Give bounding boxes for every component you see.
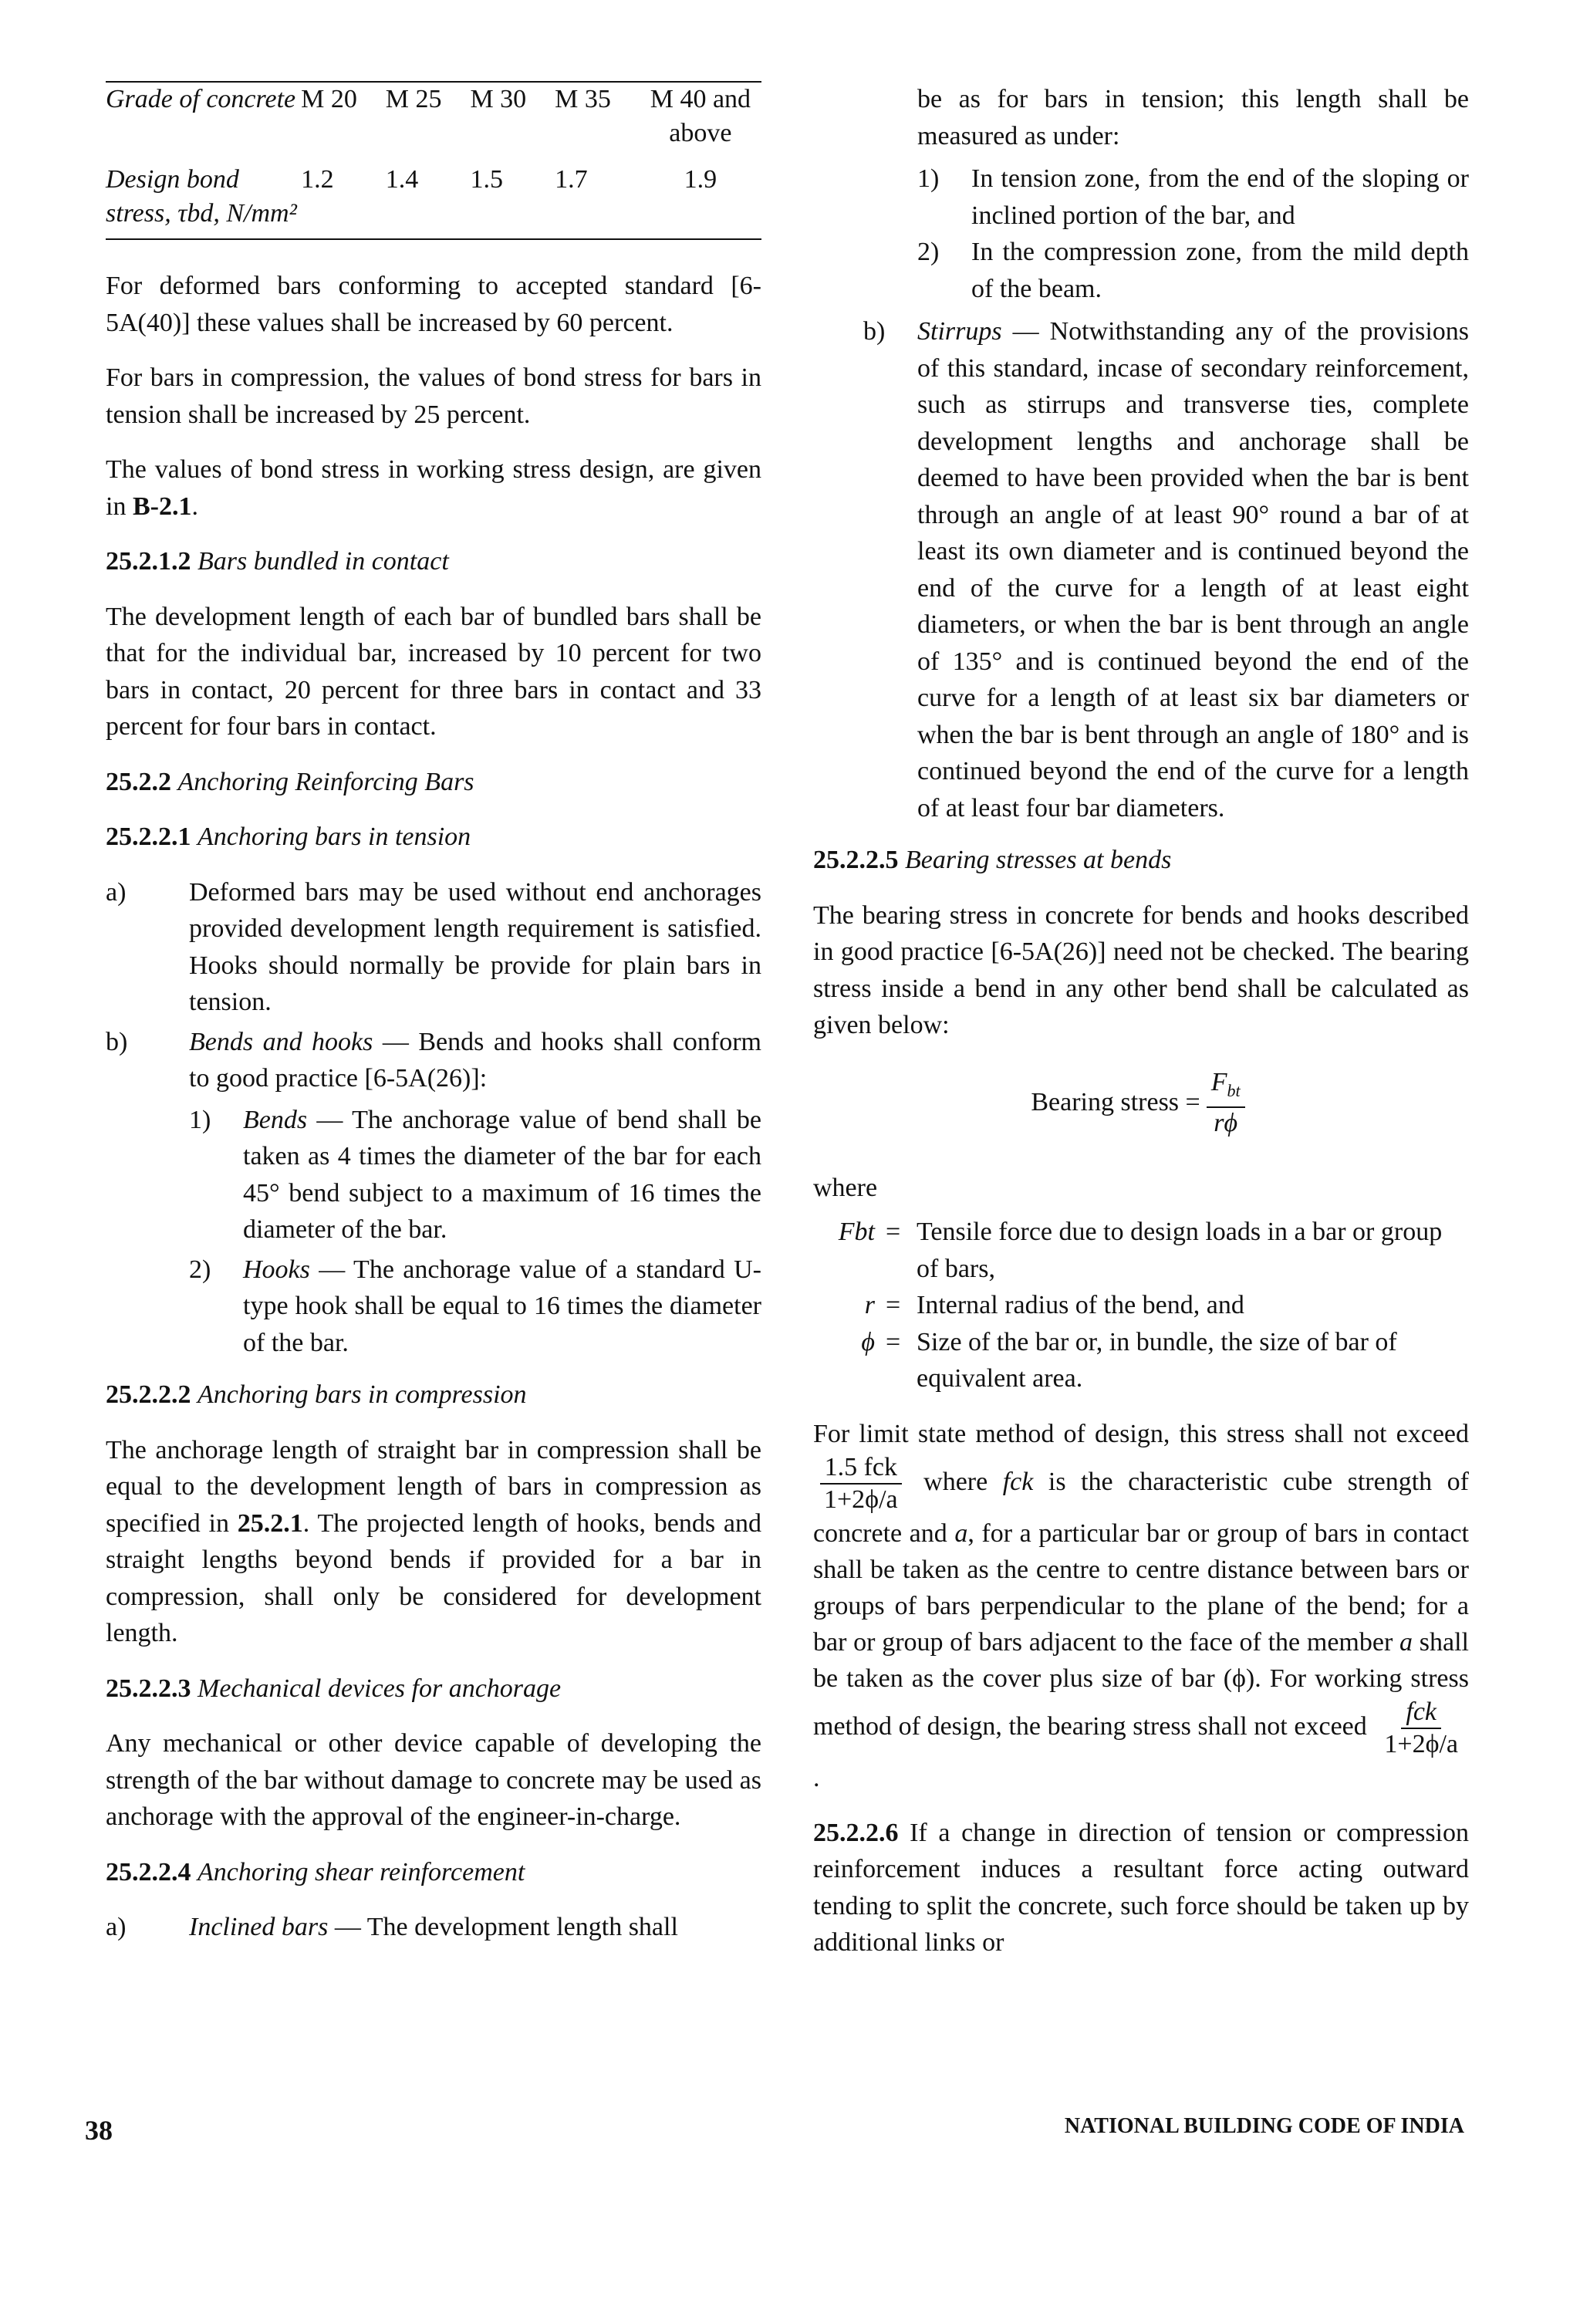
table-cell: 1.9: [684, 165, 717, 194]
section-title: Mechanical devices for anchorage: [198, 1674, 562, 1703]
section-heading-25-2-2-4: [106, 1854, 761, 1891]
definition-equals: =: [886, 1291, 901, 1319]
list-label: 1): [917, 164, 940, 193]
section-title: Anchoring bars in tension: [198, 823, 471, 851]
paragraph-text: For limit state method of design, this stress shall not exceed: [813, 1419, 1469, 1448]
section-number: 25.2.2: [106, 767, 171, 796]
paragraph-text: is the characteristic cube strength of concrete and: [813, 1467, 1470, 1548]
list-label: 2): [917, 238, 940, 266]
numerator-text: F: [1210, 1067, 1227, 1096]
stirrups-list: [863, 313, 1469, 826]
working-stress-fraction: [1379, 1697, 1463, 1760]
section-title: Anchoring bars in compression: [198, 1380, 527, 1409]
table-row-label: Design bond stress, τbd, N/mm²: [106, 165, 297, 228]
table-cell: M 35: [555, 85, 611, 113]
variable-definitions: [813, 1214, 1469, 1397]
list-text: — The development length shall: [328, 1913, 678, 1941]
list-text: In the compression zone, from the mild depth of the beam.: [971, 238, 1469, 303]
table-cell: 1.2: [301, 165, 334, 194]
section-number: 25.2.2.6: [813, 1818, 899, 1847]
list-label: 2): [189, 1255, 211, 1284]
list-item: [189, 1252, 761, 1362]
list-item: [189, 1102, 761, 1248]
section-heading-25-2-2: [106, 764, 761, 801]
section-heading-25-2-2-1: [106, 819, 761, 856]
paragraph-text: The anchorage length of straight bar in compression shall be equal to the development length of bars in compression as specified in: [106, 1435, 761, 1538]
anchoring-tension-list: [81, 874, 761, 1362]
definition-symbol: r: [864, 1291, 875, 1319]
section-heading-25-2-2-3: [106, 1670, 761, 1708]
definition-equals: =: [886, 1218, 901, 1246]
list-label: a): [106, 877, 127, 907]
definition-text: Tensile force due to design loads in a bar or group of bars,: [917, 1218, 1443, 1283]
paragraph: The development length of each bar of bundled bars shall be that for the individual bar, increased by 10 percent for two bars in contact, 20 percent for three bars in contact and 33 percent for four bars in contact.: [106, 602, 761, 741]
section-heading-25-2-2-2: [106, 1376, 761, 1414]
list-text: — Bends and hooks shall conform to good practice [6-5A(26)]:: [189, 1027, 762, 1093]
definition-text: Internal radius of the bend, and: [917, 1291, 1244, 1319]
list-item: [81, 1024, 761, 1362]
list-label: b): [863, 317, 886, 346]
page-number: 38: [85, 2115, 113, 2146]
fraction-numerator: [1207, 1067, 1245, 1108]
list-title: Bends and hooks: [189, 1027, 373, 1056]
section-number: 25.2.2.5: [813, 846, 899, 874]
list-label: b): [106, 1027, 128, 1056]
variable: a: [954, 1518, 968, 1548]
definition-row: [813, 1214, 1469, 1287]
paragraph-text: shall be taken as the cover plus size of bar (ϕ). For working stress method of design, the bearing stress shall not exceed: [813, 1627, 1469, 1741]
right-column: [813, 81, 1469, 1980]
formula-fraction: [1207, 1067, 1245, 1139]
section-title: Anchoring shear reinforcement: [198, 1857, 525, 1887]
list-item: [917, 160, 1469, 234]
table-cell: M 25: [385, 85, 442, 113]
section-title: Bars bundled in contact: [198, 547, 449, 576]
list-item: [81, 874, 761, 1021]
table-cell: M 30: [470, 85, 527, 113]
list-title: Bends: [243, 1105, 308, 1134]
where-label: where: [813, 1173, 878, 1202]
list-text: In tension zone, from the end of the sloping or inclined portion of the bar, and: [971, 164, 1469, 230]
list-item: [917, 234, 1469, 307]
paragraph: The bearing stress in concrete for bends and hooks described in good practice [6-5A(26)] need not be checked. The bearing stress inside a bend in any other bend shall be calculated as given below:: [813, 900, 1469, 1039]
paragraph: be as for bars in tension; this length shall be measured as under:: [917, 85, 1469, 150]
bearing-stress-formula: [813, 1067, 1469, 1139]
section-number: 25.2.2.3: [106, 1674, 191, 1703]
paragraph-text: where: [908, 1467, 1003, 1496]
paragraph: [106, 1432, 761, 1652]
list-item: [863, 313, 1469, 826]
paragraph: Any mechanical or other device capable of developing the strength of the bar without damage to concrete may be used as anchorage with the approval of the engineer-in-charge.: [106, 1729, 761, 1831]
section-number: 25.2.2.4: [106, 1857, 191, 1887]
fraction-numerator: 1.5 fck: [820, 1452, 902, 1485]
formula-lhs: Bearing stress =: [1031, 1088, 1200, 1117]
list-text: — The anchorage value of bend shall be taken as 4 times the diameter of the bar for each 45° bend subject to a maximum of 16 times the diameter of the bar.: [243, 1105, 761, 1244]
measurement-list: [917, 160, 1469, 307]
fraction-denominator: 1+2ϕ/a: [824, 1485, 898, 1514]
section-number: 25.2.1.2: [106, 547, 191, 576]
list-text: — Notwithstanding any of the provisions of this standard, incase of secondary reinforcement, such as stirrups and transverse ties, complete development lengths and anchorage shall be deemed to have been provided when the bar is bent through an angle of at least 90° round a bar of at least its own diameter and is continued beyond the end of the curve for a length of at least eight diameters, or when the bar is bent through an angle of 135° and is continued beyond the end of the curve for a length of at least six bar diameters or when the bar is bent through an angle of 180° and is continued beyond the end of the curve for a length of at least four bar diameters.: [917, 317, 1469, 823]
list-title: Hooks: [243, 1255, 310, 1284]
list-text: Deformed bars may be used without end anchorages provided development length requirement is satisfied. Hooks should normally be provide for plain bars in tension.: [189, 877, 761, 1016]
table-cell: 1.4: [385, 165, 419, 194]
table-cell: M 20: [301, 85, 357, 113]
section-title: Bearing stresses at bends: [905, 846, 1172, 874]
table-row-label: Grade of concrete: [106, 85, 296, 113]
list-label: a): [106, 1913, 127, 1941]
paragraph-text: The values of bond stress in working stress design, are given in: [106, 455, 761, 521]
fraction-denominator: 1+2ϕ/a: [1384, 1729, 1459, 1758]
paragraph: For deformed bars conforming to accepted standard [6-5A(40)] these values shall be increased by 60 percent.: [106, 272, 761, 337]
table-cell: 1.7: [555, 165, 588, 194]
section-number: 25.2.2.2: [106, 1380, 191, 1409]
section-title: Anchoring Reinforcing Bars: [177, 767, 474, 796]
fraction-numerator: fck: [1401, 1697, 1441, 1729]
variable: fck: [1002, 1467, 1034, 1496]
definition-row: [813, 1324, 1469, 1397]
paragraph-text: . The projected length of hooks, bends and straight lengths beyond bends if provided for a bar in compression, shall only be considered for development length.: [106, 1508, 762, 1647]
variable: a: [1399, 1627, 1413, 1657]
table-cell: M 40 and above: [650, 85, 751, 147]
fraction-denominator: rϕ: [1214, 1108, 1238, 1137]
paragraph: For bars in compression, the values of bond stress for bars in tension shall be increased by 25 percent.: [106, 363, 761, 429]
section-number: 25.2.2.1: [106, 823, 191, 851]
section-heading-25-2-1-2: [106, 543, 761, 580]
list-item: [81, 1909, 761, 1946]
section-heading-25-2-2-5: [813, 842, 1469, 879]
list-label: 1): [189, 1105, 211, 1134]
cross-reference: B-2.1: [132, 491, 192, 521]
paragraph: For limit state method of design, this stress shall not exceed $\frac{\text{1.5 fck}}{1+2\phi/a}$ where fck is the characteristic cube strength of concrete and a, for a particular bar or group of bars in contact shall be taken as the centre to centre distance between bars or groups of bars perpendicular to the plane of the bend; for a bar or group of bars adjacent to the face of the member a shall be taken as the cover plus size of bar (ϕ). For working stress method of design, the bearing stress shall not exceed $\frac{\text{fck}}{1+2\phi/a}$ .: [813, 1419, 1470, 1792]
paragraph-text: , for a particular bar or group of bars in contact shall be taken as the centre to centre distance between bars or groups of bars perpendicular to the plane of the bend; for a bar or group of bars adjacent to the face of the member: [813, 1518, 1469, 1657]
list-title: Inclined bars: [189, 1913, 329, 1941]
paragraph: [813, 1815, 1469, 1961]
limit-state-fraction: [819, 1452, 903, 1515]
cross-reference: 25.2.1: [237, 1508, 303, 1538]
table-cell: 1.5: [470, 165, 503, 194]
definition-equals: =: [886, 1327, 901, 1356]
definition-text: Size of the bar or, in bundle, the size of bar of equivalent area.: [917, 1327, 1397, 1393]
list-title: Stirrups: [917, 317, 1002, 346]
paragraph: [106, 451, 761, 525]
definition-symbol: Fbt: [838, 1218, 875, 1246]
document-title: NATIONAL BUILDING CODE OF INDIA: [1064, 2114, 1464, 2138]
definition-symbol: ϕ: [861, 1327, 875, 1356]
bond-stress-table: [106, 81, 761, 240]
paragraph-text: If a change in direction of tension or compression reinforcement induces a resultant force acting outward tending to split the concrete, such force should be taken up by additional links or: [813, 1818, 1469, 1957]
bends-hooks-sublist: [135, 1102, 761, 1362]
definition-row: [813, 1287, 1469, 1324]
shear-reinforcement-list: [81, 1909, 761, 1946]
left-column: [106, 81, 761, 1961]
list-text: — The anchorage value of a standard U-type hook shall be equal to 16 times the diameter of the bar.: [243, 1255, 761, 1357]
numerator-subscript: bt: [1227, 1080, 1241, 1100]
paragraph-text: .: [191, 491, 198, 521]
